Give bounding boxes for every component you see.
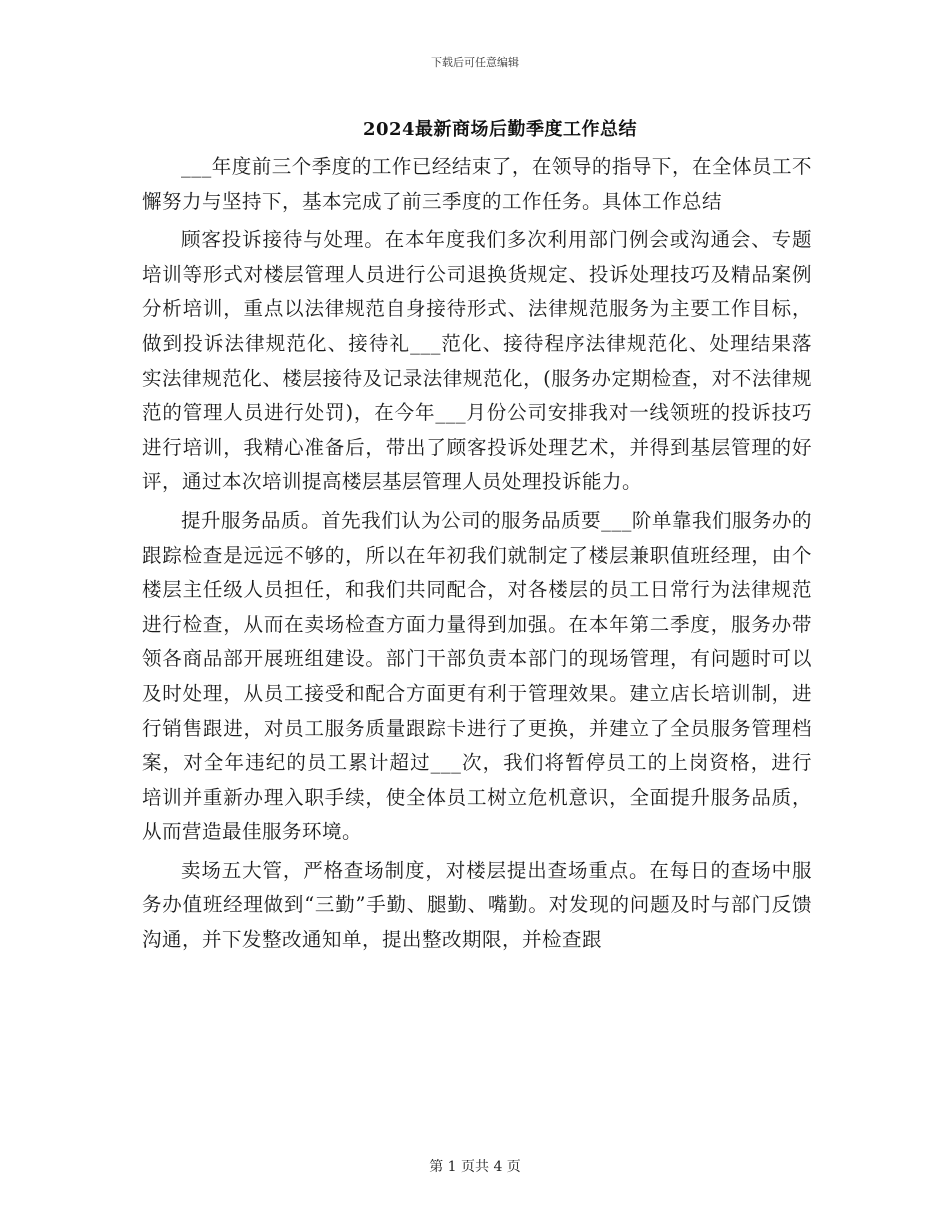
paragraph-complaints: 顾客投诉接待与处理。在本年度我们多次利用部门例会或沟通会、专题培训等形式对楼层管理人员进行公司退换货规定、投诉处理技巧及精品案例分析培训，重点以法律规范自身接待形式、法律规范服务为主要工作目标，做到投诉法律规范化、接待礼___范化、接待程序法律规范化、处理结果落实法律规范化、楼层接待及记录法律规范化，(服务办定期检查，对不法律规范的管理人员进行处罚)，在今年___月份公司安排我对一线领班的投诉技巧进行培训，我精心准备后，带出了顾客投诉处理艺术，并得到基层管理的好评，通过本次培训提高楼层基层管理人员处理投诉能力。: [142, 228, 812, 494]
document-title: 2024最新商场后勤季度工作总结: [362, 119, 638, 140]
page-footer: 第 1 页共 4 页: [429, 1159, 521, 1175]
paragraph-intro: ___年度前三个季度的工作已经结束了，在领导的指导下，在全体员工不懈努力与坚持下，基本完成了前三季度的工作任务。具体工作总结: [142, 155, 812, 213]
header-note: 下载后可任意编辑: [431, 56, 519, 69]
document-body: [142, 150, 812, 962]
paragraph-service-quality: 提升服务品质。首先我们认为公司的服务品质要___阶单靠我们服务办的跟踪检查是远远不够的，所以在年初我们就制定了楼层兼职值班经理，由个楼层主任级人员担任，和我们共同配合，对各楼层的员工日常行为法律规范进行检查，从而在卖场检查方面力量得到加强。在本年第二季度，服务办带领各商品部开展班组建设。部门干部负责本部门的现场管理，有问题时可以及时处理，从员工接受和配合方面更有利于管理效果。建立店长培训制，进行销售跟进，对员工服务质量跟踪卡进行了更换，并建立了全员服务管理档案，对全年违纪的员工累计超过___次，我们将暂停员工的上岗资格，进行培训并重新办理入职手续，使全体员工树立危机意识，全面提升服务品质，从而营造最佳服务环境。: [142, 508, 812, 844]
paragraph-floor-inspection: 卖场五大管，严格查场制度，对楼层提出查场重点。在每日的查场中服务办值班经理做到“三勤”手勤、腿勤、嘴勤。对发现的问题及时与部门反馈沟通，并下发整改通知单，提出整改期限，并检查跟: [142, 858, 812, 952]
